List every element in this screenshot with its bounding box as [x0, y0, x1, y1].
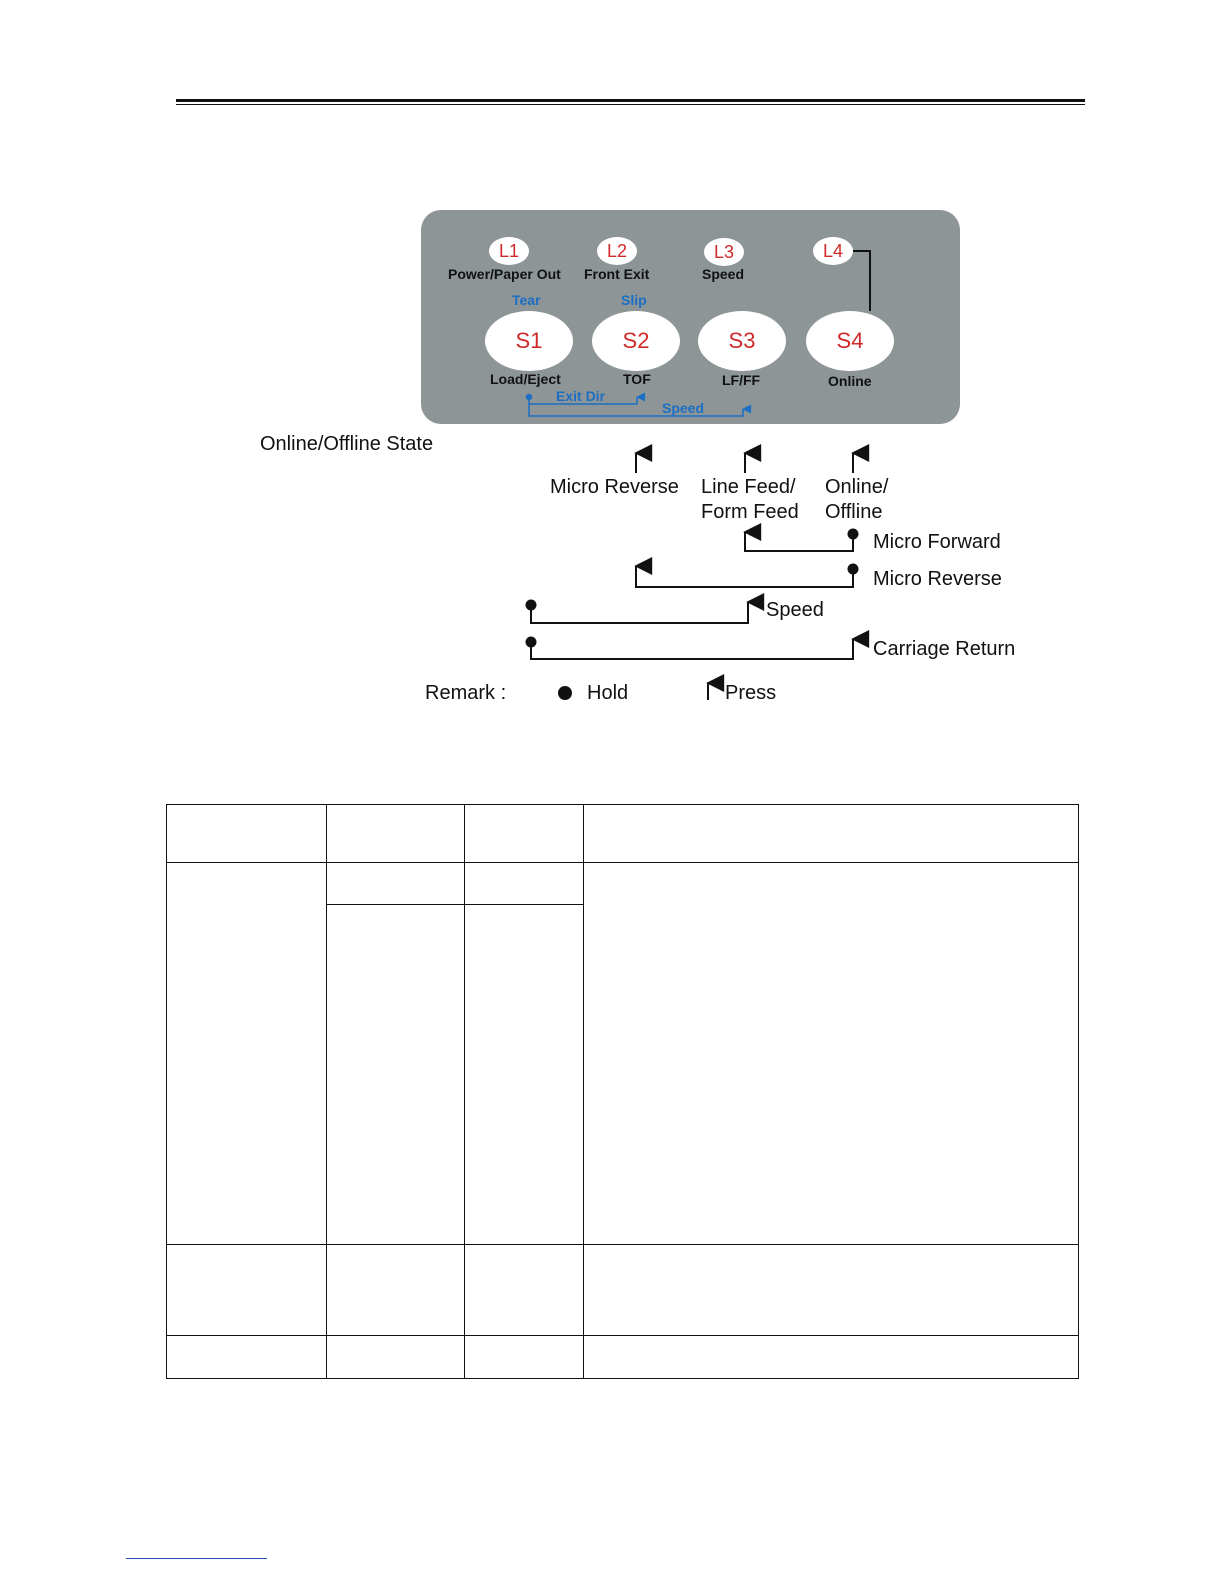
hold-dot-icon: [558, 686, 572, 700]
table-cell: [327, 1336, 465, 1379]
table-cell: [465, 905, 584, 1245]
table-cell: [167, 1245, 327, 1336]
table-row: [167, 1336, 1079, 1379]
table-cell: [584, 805, 1079, 863]
led-l2-label: Front Exit: [584, 266, 650, 282]
table-cell: [584, 1336, 1079, 1379]
combo-label-speed: Speed: [766, 599, 824, 621]
table-header-row: [167, 805, 1079, 863]
table-cell: [167, 1336, 327, 1379]
slip-label: Slip: [621, 292, 647, 308]
speed-combo: [529, 404, 743, 416]
speed-combo-label: Speed: [662, 400, 705, 416]
press-func-online-line2: Offline: [825, 501, 883, 523]
table-cell: [465, 1336, 584, 1379]
combo-carriage-return: [527, 638, 854, 660]
tear-label: Tear: [512, 292, 541, 308]
led-l1-label: Power/Paper Out: [448, 266, 561, 282]
led-l3-label: Speed: [702, 266, 745, 282]
led-l1: L1: [489, 237, 529, 265]
table-cell: [465, 863, 584, 905]
key-s1-label: Load/Eject: [490, 371, 561, 387]
led-l3: L3: [704, 238, 744, 266]
table-cell: [327, 805, 465, 863]
key-s4[interactable]: S4: [806, 311, 894, 371]
combo-speed: [527, 601, 749, 624]
table-cell: [584, 863, 1079, 1245]
table-row: [167, 863, 1079, 905]
remark-press: Press: [725, 682, 777, 704]
combo-label-carriage-return: Carriage Return: [873, 638, 1016, 660]
combo-label-micro-forward: Micro Forward: [873, 531, 1001, 553]
footer-rule: [126, 1558, 267, 1559]
key-s1[interactable]: S1: [485, 311, 573, 371]
remark-hold: Hold: [587, 682, 629, 704]
l4-s4-link: [853, 251, 870, 311]
state-title: Online/Offline State: [260, 433, 434, 455]
table-cell: [327, 905, 465, 1245]
table-cell: [327, 1245, 465, 1336]
key-s2[interactable]: S2: [592, 311, 680, 371]
function-table: [166, 804, 1079, 1379]
remark-label: Remark :: [425, 682, 507, 704]
press-func-lf-line1: Line Feed/: [701, 476, 796, 498]
table-cell: [327, 863, 465, 905]
led-l2: L2: [597, 237, 637, 265]
press-func-online-line1: Online/: [825, 476, 889, 498]
table-cell: [465, 1245, 584, 1336]
press-func-lf-line2: Form Feed: [701, 501, 799, 523]
press-func-micro-reverse: Micro Reverse: [550, 476, 679, 498]
table-cell: [465, 805, 584, 863]
table-row: [167, 1245, 1079, 1336]
table-cell: [167, 805, 327, 863]
exit-dir-label: Exit Dir: [556, 388, 606, 404]
table-cell: [584, 1245, 1079, 1336]
combo-micro-forward: [745, 530, 858, 552]
combo-micro-reverse: [636, 565, 858, 588]
key-s3[interactable]: S3: [698, 311, 786, 371]
key-s2-label: TOF: [623, 371, 651, 387]
combo-label-micro-reverse: Micro Reverse: [873, 568, 1002, 590]
table-cell: [167, 863, 327, 1245]
key-s4-label: Online: [828, 373, 872, 389]
key-s3-label: LF/FF: [722, 372, 761, 388]
led-l4: L4: [813, 237, 853, 265]
exit-dir-combo: [527, 395, 638, 405]
